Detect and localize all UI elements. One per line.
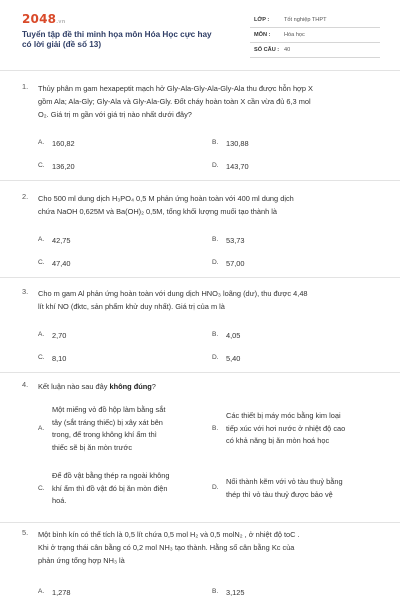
meta-value: Tốt nghiệp THPT	[284, 17, 327, 23]
question-text	[38, 287, 383, 313]
option-text: Để đồ vật bằng thép ra ngoài không khí ẩm thì đồ vật đó bị ăn mòn điện hoá.	[52, 471, 170, 506]
document-title: Tuyển tập đề thi minh họa môn Hóa Học cực hay có lời giải (đề số 13)	[22, 30, 212, 49]
question-text	[38, 528, 383, 568]
question-divider	[0, 522, 400, 523]
question-text-line: Một bình kín có thể tích là 0,5 lít chứa 0,5 mol H₂ và 0,5 molN₂ , ở nhiệt độ toC .	[38, 530, 300, 539]
option-text: Các thiết bị máy móc bằng kim loại tiếp xúc với hơi nước ở nhiệt độ cao có khả năng bị ăn mòn hoá học	[226, 411, 346, 446]
question-number: 4.	[22, 380, 29, 389]
question-text-line: O₂. Giá trị m gần với giá trị nào nhất dưới đây?	[38, 110, 192, 120]
question-text: Kết luận nào sau đây không đúng?	[38, 382, 156, 391]
question-text-line: chứa NaOH 0,625M và Ba(OH)₂ 0,5M, tổng khối lượng muối tạo thành là	[38, 207, 278, 217]
emphasis-text: không đúng	[109, 382, 152, 391]
question-text-line: phản ứng tổng hợp NH₃ là	[38, 556, 125, 566]
meta-row-class	[250, 14, 380, 28]
option-text: Một miếng vỏ đồ hộp làm bằng sắt tây (sắt tráng thiếc) bị xây xát bên trong, để trong không khí ẩm thì thiếc sẽ bị ăn mòn trước	[52, 405, 166, 452]
question-number: 5.	[22, 528, 29, 537]
question-number: 3.	[22, 287, 29, 296]
question-number: 2.	[22, 192, 29, 201]
question-number: 1.	[22, 82, 29, 91]
question-divider	[0, 180, 400, 181]
meta-key: LỚP :	[254, 17, 270, 23]
header-divider	[0, 70, 400, 71]
question-text-line: Cho m gam Al phản ứng hoàn toàn với dung dịch HNO₃ loãng (dư), thu được 4,48	[38, 289, 308, 298]
question-text-line: Cho 500 ml dung dịch H₃PO₄ 0,5 M phản ứng hoàn toàn với 400 ml dung dịch	[38, 194, 294, 203]
page-header	[0, 0, 400, 68]
meta-row-subject	[250, 29, 380, 43]
meta-value: Hóa học	[284, 32, 305, 38]
question-text-line: Thủy phân m gam hexapeptit mạch hở Gly-Ala-Gly-Ala-Gly-Ala thu được hỗn hợp X	[38, 84, 313, 93]
question-divider	[0, 372, 400, 373]
meta-key: SỐ CÂU :	[254, 47, 280, 53]
meta-value: 40	[284, 47, 291, 53]
question-text	[38, 82, 383, 122]
question-text-line: Khi ở trạng thái cân bằng có 0,2 mol NH₃ tạo thành. Hằng số cân bằng Kc của	[38, 543, 295, 553]
meta-row-count	[250, 44, 380, 58]
meta-key: MÔN :	[254, 32, 271, 38]
site-logo[interactable]: 2048.vn	[22, 12, 66, 26]
logo-suffix: .vn	[56, 19, 66, 25]
question-divider	[0, 277, 400, 278]
question-text	[38, 192, 383, 218]
option-text: Nối thành kẽm với vỏ tàu thuỷ bằng thép thì vỏ tàu thuỷ được bảo vệ	[226, 477, 343, 499]
question-text-line: lít khí NO (đktc, sản phẩm khử duy nhất). Giá trị của m là	[38, 302, 225, 312]
question-text-line: gồm Ala; Ala-Gly; Gly-Ala và Gly-Ala-Gly. Đốt cháy hoàn toàn X cần vừa đủ 6,3 mol	[38, 97, 311, 107]
